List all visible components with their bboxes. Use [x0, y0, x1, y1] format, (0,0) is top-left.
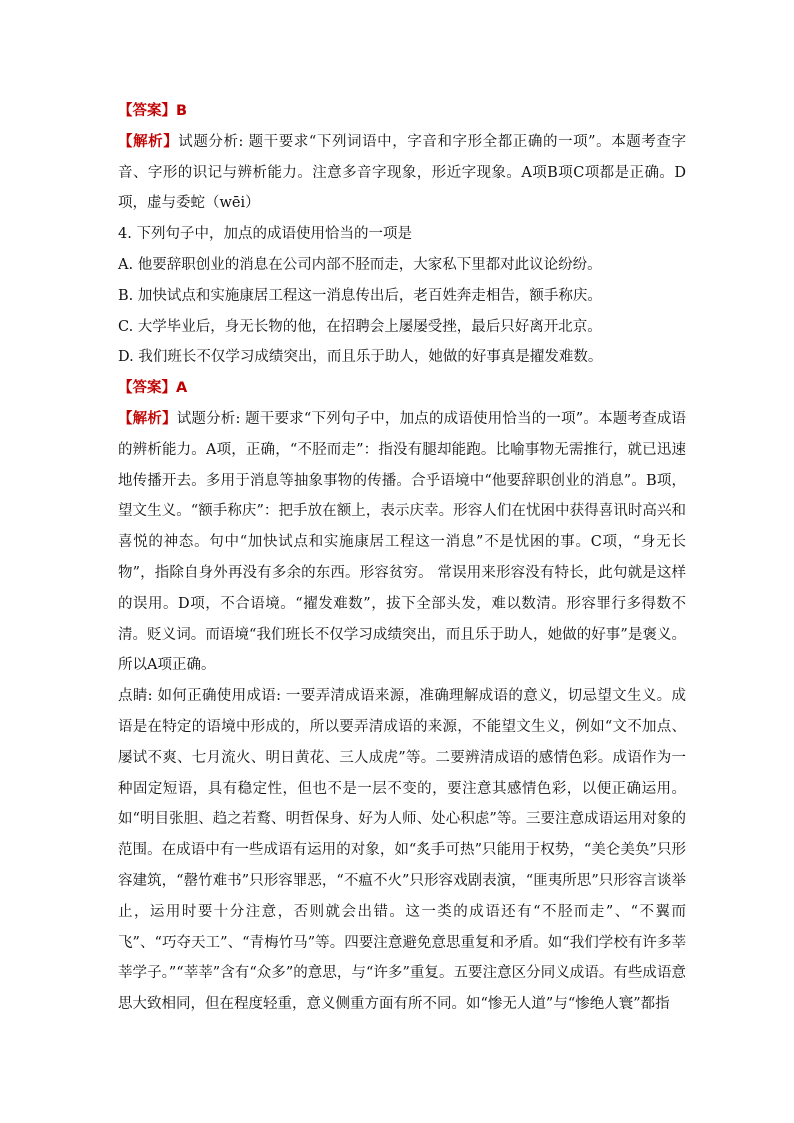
answer-value: A: [176, 380, 188, 397]
analysis-tag: 【解析】: [118, 410, 177, 427]
analysis-text: 试题分析: 题干要求“下列词语中，字音和字形全都正确的一项”。本题考查字音、字形的识记与辨析能力。注意多音字现象，形近字现象。A项B项C项都是正确。D项，虚与委蛇（wēi）: [118, 133, 686, 212]
analysis-text: 试题分析: 题干要求“下列句子中，加点的成语使用恰当的一项”。本题考查成语的辨析能力。A项，正确，“不胫而走”：指没有腿却能跑。比喻事物无需推行，就已迅速地传播开去。多用于消息等抽象事物的传播。合乎语境中“他要辞职创业的消息”。B项，望文生义。“额手称庆”：把手放在额上，表示庆幸。形容人们在忧困中获得喜讯时高兴和喜悦的神态。句中“加快试点和实施康居工程这一消息”不是忧困的事。C项，“身无长物”，指除自身外再没有多余的东西。形容贫穷。 常误用来形容没有特长，此句就是这样的误用。D项，不合语境。“擢发难数”，拔下全部头发，难以数清。形容罪行多得数不清。贬义词。而语境“我们班长不仅学习成绩突出，而且乐于助人，她做的好事”是褒义。所以A项正确。: [118, 410, 687, 674]
analysis-tag: 【解析】: [118, 133, 179, 150]
option-d: D. 我们班长不仅学习成绩突出，而且乐于助人，她做的好事真是擢发难数。: [118, 349, 603, 366]
option-a: A. 他要辞职创业的消息在公司内部不胫而走，大家私下里都对此议论纷纷。: [118, 256, 602, 273]
analysis-paragraph-1: [118, 127, 686, 219]
answer-line-1: [118, 96, 686, 127]
answer-tag: 【答案】: [118, 103, 176, 119]
answer-tag: 【答案】: [118, 380, 176, 397]
analysis-paragraph-2: [118, 404, 686, 681]
option-c: C. 大学毕业后，身无长物的他，在招聘会上屡屡受挫，最后只好离开北京。: [118, 318, 602, 335]
option-b: B. 加快试点和实施康居工程这一消息传出后，老百姓奔走相告，额手称庆。: [118, 287, 602, 304]
answer-value: B: [176, 103, 188, 119]
answer-line-2: [118, 373, 686, 404]
question-title: 4. 下列句子中，加点的成语使用恰当的一项是: [118, 226, 412, 243]
tip-paragraph: 点睛: 如何正确使用成语: 一要弄清成语来源，准确理解成语的意义，切忌望文生义。成语是在特定的语境中形成的，所以要弄清成语的来源，不能望文生义，例如“文不加点、屡试不爽、七月流火、明日黄花、三人成虎”等。二要辨清成语的感情色彩。成语作为一种固定短语，具有稳定性，但也不是一层不变的，要注意其感情色彩，以便正确运用。如“明目张胆、趋之若鹜、明哲保身、好为人师、处心积虑”等。三要注意成语运用对象的范围。在成语中有一些成语有运用的对象，如“炙手可热”只能用于权势，“美仑美奂”只形容建筑，“罄竹难书”只形容罪恶，“不瘟不火”只形容戏剧表演，“匪夷所思”只形容言谈举止，运用时要十分注意，否则就会出错。这一类的成语还有“不胫而走”、“不翼而飞”、“巧夺天工”、“青梅竹马”等。四要注意避免意思重复和矛盾。如“我们学校有许多莘莘学子。”“莘莘”含有“众多”的意思，与“许多”重复。五要注意区分同义成语。有些成语意思大致相同，但在程度轻重，意义侧重方面有所不同。如“惨无人道”与“惨绝人寰”都指: [118, 688, 686, 1013]
document-page: [118, 96, 686, 1020]
